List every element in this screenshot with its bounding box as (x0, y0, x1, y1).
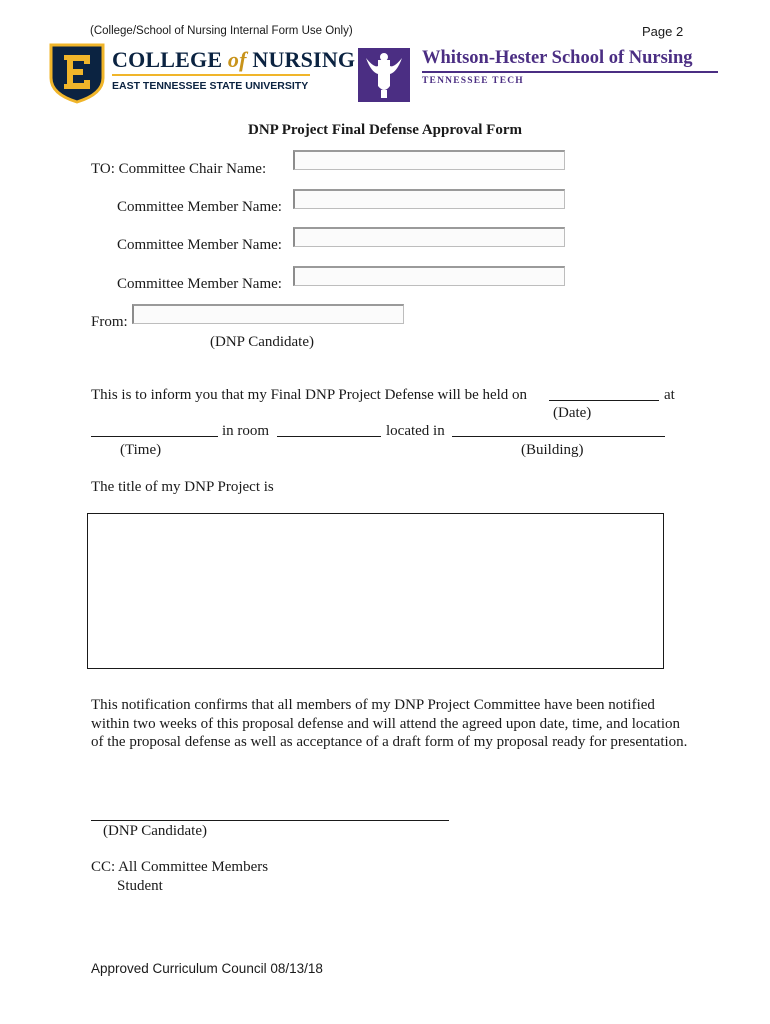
dnp-candidate-name-field[interactable] (132, 304, 404, 324)
candidate-signature-line[interactable] (91, 820, 449, 821)
date-caption: (Date) (553, 405, 592, 421)
logo-rule (422, 71, 718, 73)
building-blank[interactable] (452, 436, 665, 437)
logo-university-name: EAST TENNESSEE STATE UNIVERSITY (112, 80, 309, 92)
from-label: From: (91, 314, 128, 330)
project-title-prompt: The title of my DNP Project is (91, 479, 274, 495)
logo-college-word: COLLEGE (112, 47, 223, 72)
committee-member-label-2: Committee Member Name: (117, 237, 282, 253)
form-title: DNP Project Final Defense Approval Form (248, 122, 522, 138)
committee-chair-label: TO: Committee Chair Name: (91, 161, 267, 177)
page-number: Page 2 (642, 24, 684, 39)
defense-date-blank[interactable] (549, 400, 659, 401)
logo-school-name: Whitson-Hester School of Nursing (422, 48, 693, 68)
logo-tennessee-tech: TENNESSEE TECH (422, 76, 524, 86)
logo-of-word: of (227, 47, 247, 72)
committee-chair-name-field[interactable] (293, 150, 565, 170)
logo-divider (112, 74, 310, 76)
logo-nursing-word: NURSING (252, 47, 356, 72)
in-room-text: in room (222, 423, 270, 439)
etsu-college-of-nursing-logo (48, 42, 356, 104)
etsu-shield-icon (48, 42, 106, 104)
cc-committee-members: CC: All Committee Members (91, 859, 269, 875)
committee-member-label-1: Committee Member Name: (117, 199, 282, 215)
defense-time-blank[interactable] (91, 436, 218, 437)
dnp-candidate-caption: (DNP Candidate) (210, 334, 315, 350)
internal-use-note: (College/School of Nursing Internal Form Use Only) (90, 25, 353, 37)
located-in-text: located in (386, 423, 445, 439)
at-text: at (664, 387, 675, 403)
tennessee-tech-eagle-icon (356, 46, 412, 104)
committee-member-name-field-1[interactable] (293, 189, 565, 209)
project-title-box[interactable] (87, 513, 664, 669)
notification-paragraph: This notification confirms that all members of my DNP Project Committee have been notified within two weeks of this proposal defense and will attend the agreed upon date, time, and location of the proposal defense as well as acceptance of a draft form of my proposal ready for presentation. (91, 697, 688, 750)
room-number-blank[interactable] (277, 436, 381, 437)
defense-inform-text: This is to inform you that my Final DNP Project Defense will be held on (91, 387, 528, 403)
time-caption: (Time) (120, 442, 162, 458)
committee-member-label-3: Committee Member Name: (117, 276, 282, 292)
committee-member-name-field-3[interactable] (293, 266, 565, 286)
ttu-whitson-hester-logo (356, 46, 726, 106)
signature-caption: (DNP Candidate) (103, 823, 208, 839)
approval-footer: Approved Curriculum Council 08/13/18 (91, 961, 323, 976)
cc-student: Student (117, 878, 163, 894)
committee-member-name-field-2[interactable] (293, 227, 565, 247)
building-caption: (Building) (521, 442, 584, 458)
